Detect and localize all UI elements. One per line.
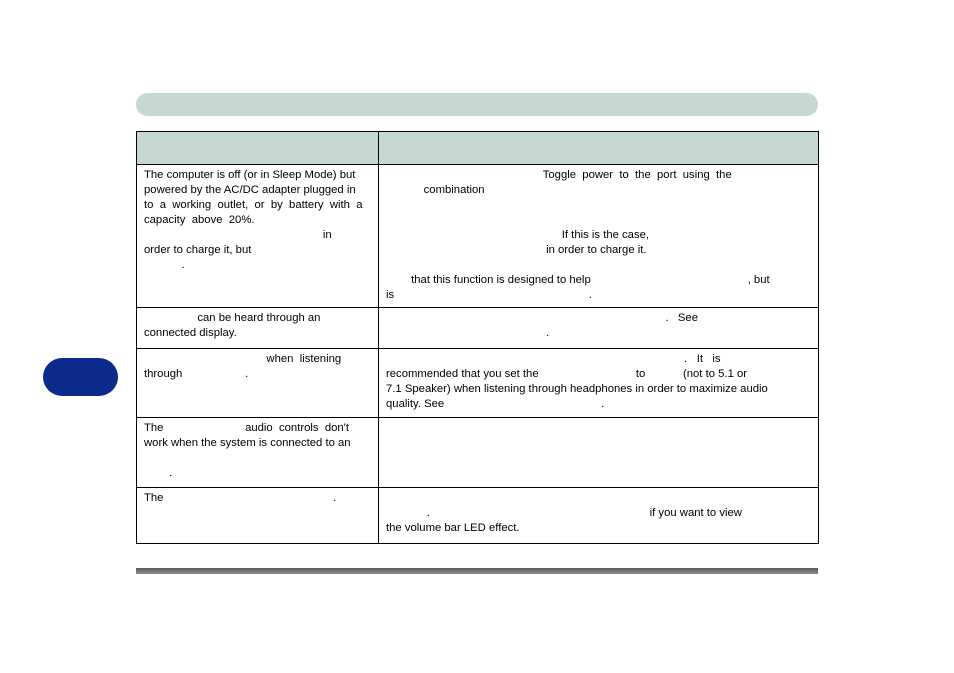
cause-text-line: that this function is designed to help , but: [386, 274, 770, 286]
cause-cell: [379, 349, 819, 418]
cause-text-line: [386, 213, 811, 228]
cause-cell: [379, 308, 819, 349]
cause-text-line: .: [386, 327, 550, 339]
page-header-bar: [136, 93, 818, 116]
cause-cell: [379, 165, 819, 308]
problem-text-line: through .: [144, 368, 249, 380]
cause-text-line: quality. See .: [386, 398, 605, 410]
cause-text-line: . if you want to view: [386, 507, 742, 519]
problem-text-line: to a working outlet, or by battery with a: [144, 199, 363, 211]
table-row: [137, 165, 819, 308]
cause-column-header: [379, 132, 819, 165]
cause-cell: [379, 488, 819, 544]
problem-text-line: .: [144, 467, 173, 479]
table-row: [137, 308, 819, 349]
cause-text-line: [386, 198, 811, 213]
cause-text-line: the volume bar LED effect.: [386, 522, 520, 534]
cause-text-line: If this is the case,: [386, 229, 650, 241]
chapter-tab: [43, 358, 118, 396]
table-row: [137, 418, 819, 488]
cause-cell: [379, 418, 819, 488]
problem-cell: [137, 308, 379, 349]
problem-cell: [137, 488, 379, 544]
cause-text-line: 7.1 Speaker) when listening through headphones in order to maximize audio: [386, 383, 768, 395]
cause-text-line: [386, 491, 811, 506]
problem-text-line: [144, 451, 371, 466]
problem-cell: [137, 165, 379, 308]
cause-text-line: [386, 258, 811, 273]
problem-text-line: work when the system is connected to an: [144, 437, 351, 449]
problem-text-line: The computer is off (or in Sleep Mode) but: [144, 169, 356, 181]
table-row: [137, 488, 819, 544]
cause-text-line: in order to charge it.: [386, 244, 647, 256]
footer-rule: [136, 568, 818, 574]
problem-cell: [137, 349, 379, 418]
table-header-row: [137, 132, 819, 165]
problem-text-line: order to charge it, but: [144, 244, 252, 256]
cause-text-line: is .: [386, 289, 592, 301]
cause-text-line: . See: [386, 312, 698, 324]
problem-column-header: [137, 132, 379, 165]
table-row: [137, 349, 819, 418]
problem-text-line: .: [144, 259, 185, 271]
problem-text-line: powered by the AC/DC adapter plugged in: [144, 184, 356, 196]
problem-text-line: capacity above 20%.: [144, 214, 255, 226]
problem-cell: [137, 418, 379, 488]
problem-text-line: can be heard through an: [144, 312, 321, 324]
cause-text-line: . It is: [386, 353, 721, 365]
problem-text-line: when listening: [144, 353, 342, 365]
problem-text-line: connected display.: [144, 327, 237, 339]
problem-text-line: The .: [144, 492, 337, 504]
cause-text-line: combination: [386, 184, 485, 196]
cause-text-line: Toggle power to the port using the: [386, 169, 732, 181]
troubleshooting-table: [136, 131, 819, 544]
cause-text-line: recommended that you set the to (not to 5.1 or: [386, 368, 748, 380]
problem-text-line: The audio controls don't: [144, 422, 349, 434]
problem-text-line: in: [144, 229, 332, 241]
